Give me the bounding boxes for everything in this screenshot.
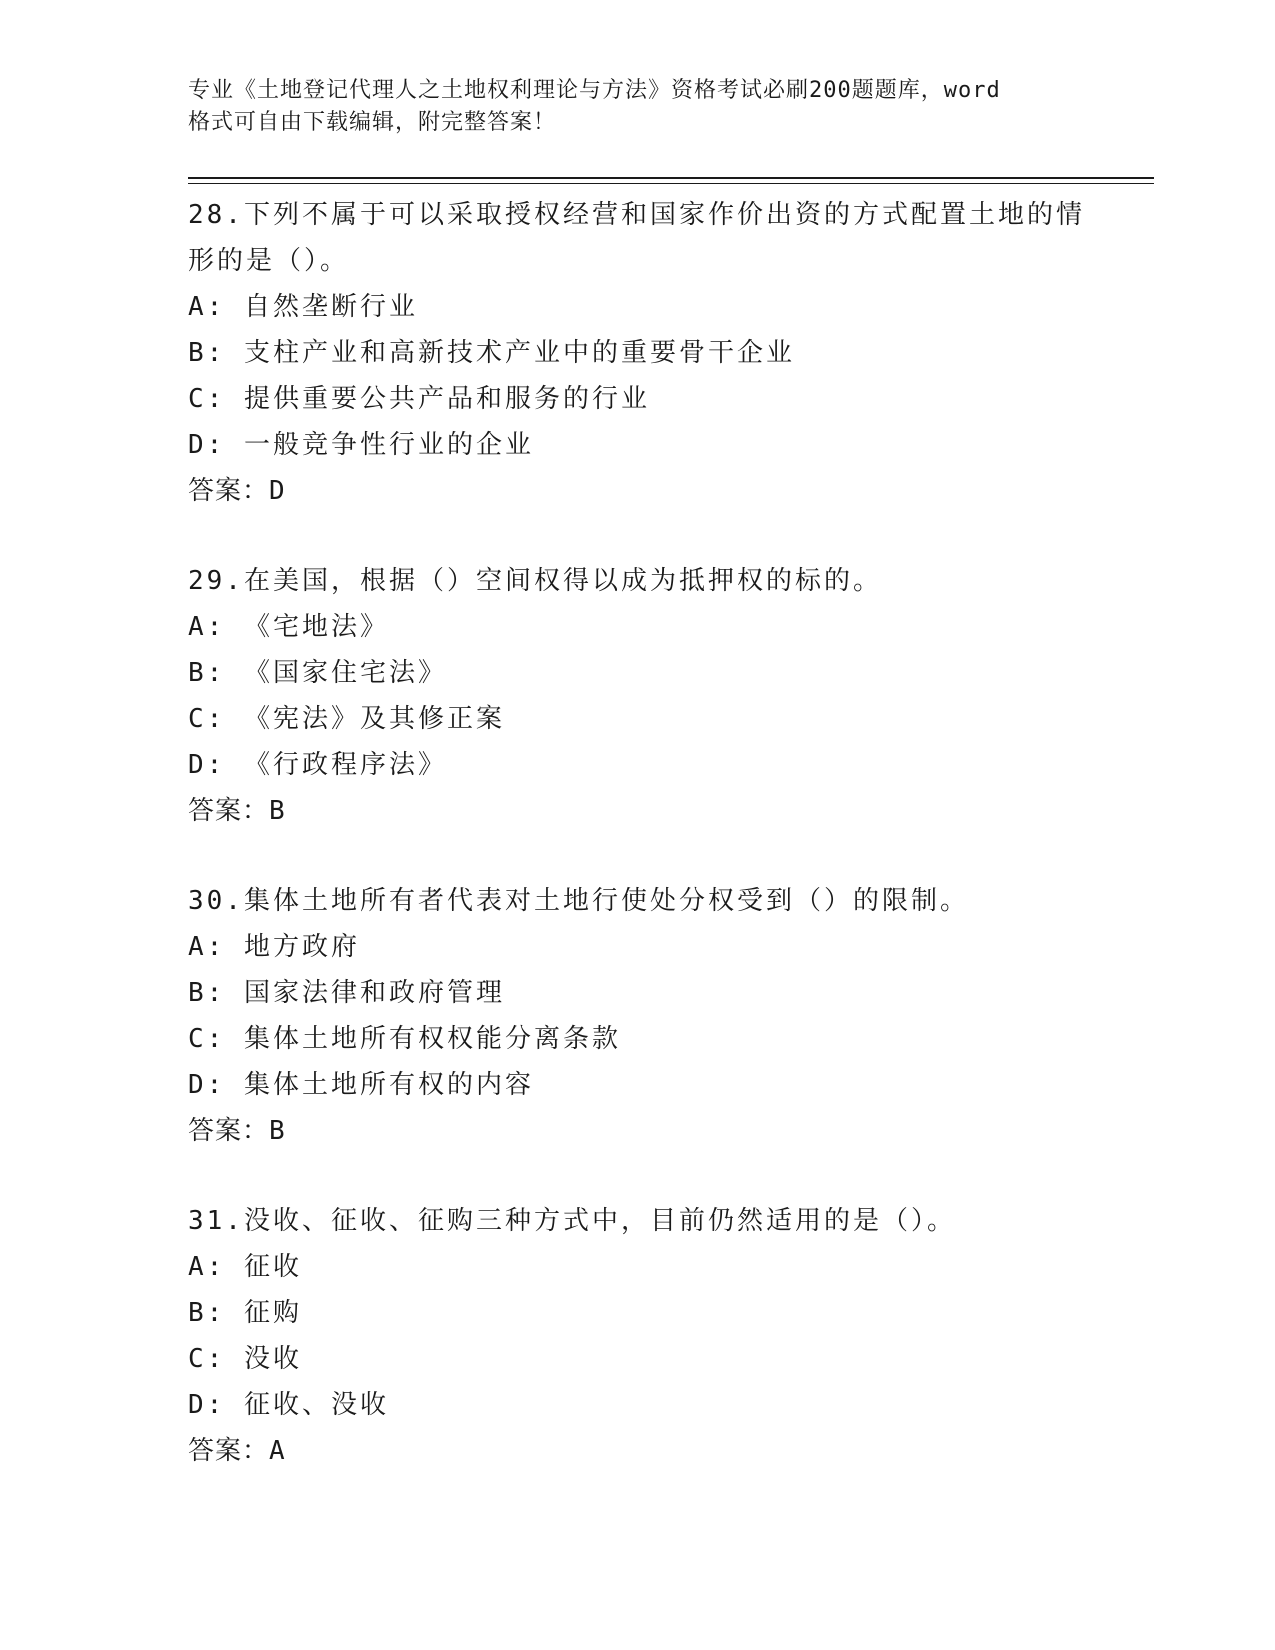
- header-divider-thick: [188, 177, 1154, 179]
- option-a: A: 地方政府: [188, 932, 360, 962]
- question-stem: [188, 192, 1088, 284]
- option-b: B: 征购: [188, 1298, 302, 1328]
- question-spacer: [188, 514, 1088, 558]
- header-line-1: 专业《土地登记代理人之土地权利理论与方法》资格考试必刷200题题库，word: [188, 78, 1001, 103]
- option-d: D: 一般竞争性行业的企业: [188, 430, 534, 460]
- option-b: B: 《国家住宅法》: [188, 658, 447, 688]
- option-c: C: 集体土地所有权权能分离条款: [188, 1024, 621, 1054]
- header-divider-thin: [188, 183, 1154, 184]
- option-a: A: 自然垄断行业: [188, 292, 418, 322]
- answer-value: D: [269, 476, 286, 506]
- document-header: [188, 75, 1088, 139]
- answer-line: [188, 788, 1088, 834]
- answer-label: 答案：: [188, 796, 270, 826]
- answer-line: [188, 1428, 1088, 1474]
- question-31: [188, 1198, 1088, 1474]
- option-a: A: 《宅地法》: [188, 612, 389, 642]
- question-stem-line: 28.下列不属于可以采取授权经营和国家作价出资的方式配置土地的情: [188, 200, 1085, 230]
- question-stem: [188, 558, 1088, 604]
- question-30: [188, 878, 1088, 1154]
- option-c: C: 《宪法》及其修正案: [188, 704, 505, 734]
- option-d: D: 《行政程序法》: [188, 750, 447, 780]
- question-spacer: [188, 1154, 1088, 1198]
- question-spacer: [188, 834, 1088, 878]
- option-d: D: 集体土地所有权的内容: [188, 1070, 534, 1100]
- option-b: B: 支柱产业和高新技术产业中的重要骨干企业: [188, 338, 795, 368]
- question-29: [188, 558, 1088, 834]
- option-d: D: 征收、没收: [188, 1390, 389, 1420]
- answer-value: B: [269, 1116, 286, 1146]
- header-line-2: 格式可自由下载编辑，附完整答案！: [188, 110, 557, 135]
- question-28: [188, 192, 1088, 514]
- answer-value: A: [269, 1436, 286, 1466]
- question-stem: [188, 1198, 1088, 1244]
- question-stem-line: 29.在美国，根据（）空间权得以成为抵押权的标的。: [188, 566, 882, 596]
- answer-label: 答案：: [188, 476, 270, 506]
- option-b: B: 国家法律和政府管理: [188, 978, 505, 1008]
- answer-line: [188, 468, 1088, 514]
- answer-value: B: [269, 796, 286, 826]
- question-list: [188, 192, 1088, 1474]
- question-stem-line: 30.集体土地所有者代表对土地行使处分权受到（）的限制。: [188, 886, 969, 916]
- question-stem-line: 31.没收、征收、征购三种方式中，目前仍然适用的是（）。: [188, 1206, 956, 1236]
- option-a: A: 征收: [188, 1252, 302, 1282]
- option-c: C: 没收: [188, 1344, 302, 1374]
- question-stem-line: 形的是（）。: [188, 246, 350, 276]
- answer-label: 答案：: [188, 1116, 270, 1146]
- option-c: C: 提供重要公共产品和服务的行业: [188, 384, 650, 414]
- question-stem: [188, 878, 1088, 924]
- answer-label: 答案：: [188, 1436, 270, 1466]
- answer-line: [188, 1108, 1088, 1154]
